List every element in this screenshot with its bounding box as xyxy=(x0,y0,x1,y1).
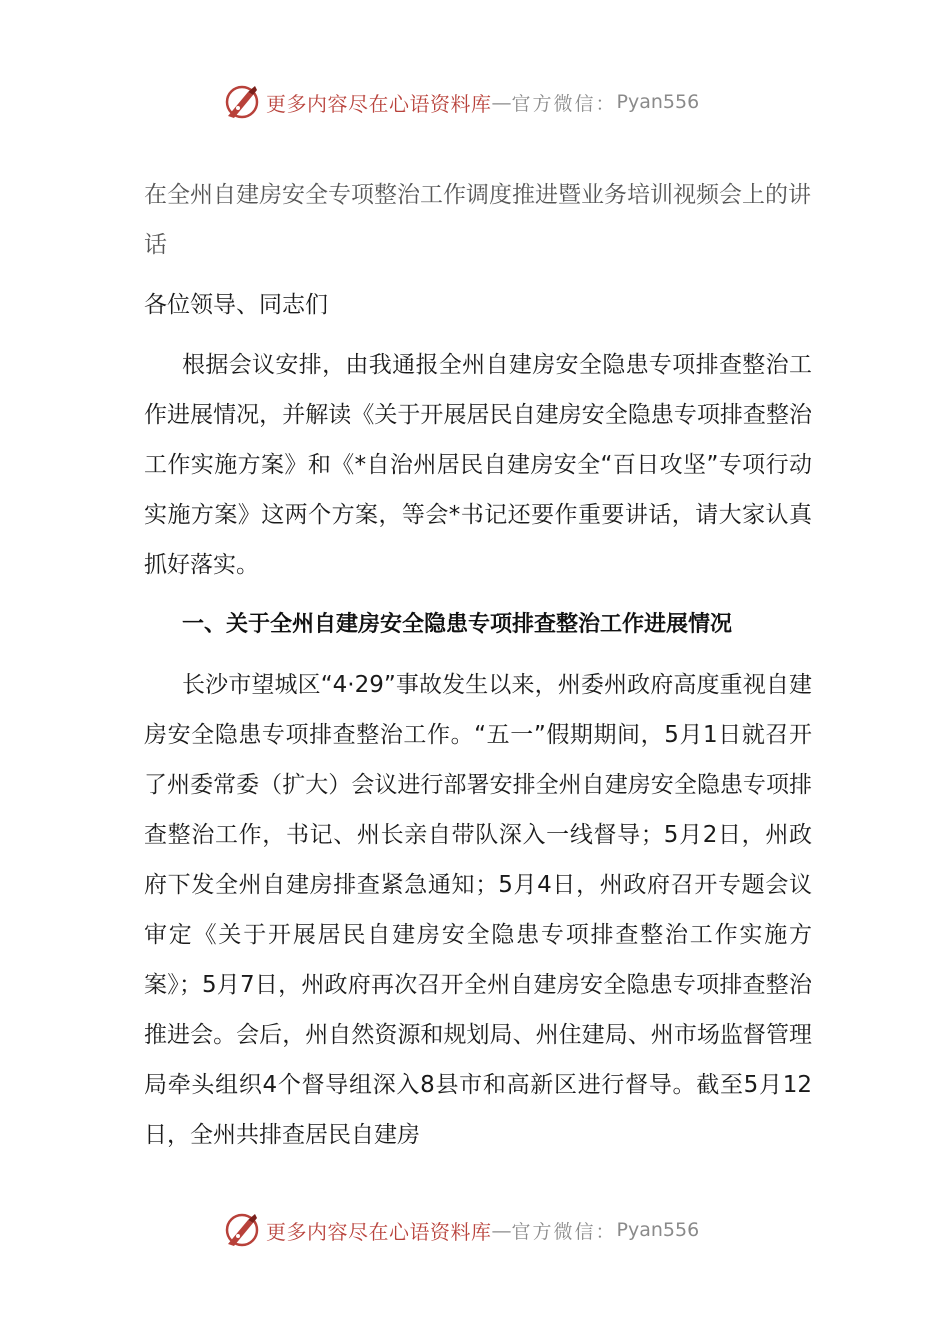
banner-wechat-label: 官方微信： xyxy=(511,1220,617,1243)
header-banner xyxy=(222,82,742,122)
pen-nib-icon xyxy=(222,82,262,122)
section-paragraph: 长沙市望城区“4·29”事故发生以来，州委州政府高度重视自建房安全隐患专项排查整治工作。“五一”假期期间，5月1日就召开了州委常委（扩大）会议进行部署安排全州自建房安全隐患专项排查整治工作，书记、州长亲自带队深入一线督导；5月2日，州政府下发全州自建房排查紧急通知；5月4日，州政府召开专题会议审定《关于开展居民自建房安全隐患专项排查整治工作实施方案》；5月7日，州政府再次召开全州自建房安全隐患专项排查整治推进会。会后，州自然资源和规划局、州住建局、州市场监督管理局牵头组织4个督导组深入8县市和高新区进行督导。截至5月12日，全州共排查居民自建房 xyxy=(144,672,812,1148)
banner-brand-text: 更多内容尽在心语资料库 xyxy=(266,1219,492,1244)
banner-wechat-id: Pyan556 xyxy=(616,91,700,113)
section-heading: 一、关于全州自建房安全隐患专项排查整治工作进展情况 xyxy=(182,612,733,637)
banner-separator: — xyxy=(491,90,512,114)
banner-wechat-id: Pyan556 xyxy=(616,1219,700,1241)
banner-separator: — xyxy=(491,1218,512,1242)
document-title: 在全州自建房安全专项整治工作调度推进暨业务培训视频会上的讲话 xyxy=(144,182,811,258)
footer-banner xyxy=(222,1210,742,1250)
intro-paragraph: 根据会议安排，由我通报全州自建房安全隐患专项排查整治工作进展情况，并解读《关于开展居民自建房安全隐患专项排查整治工作实施方案》和《*自治州居民自建房安全“百日攻坚”专项行动实施方案》这两个方案，等会*书记还要作重要讲话，请大家认真抓好落实。 xyxy=(144,352,812,578)
document-body xyxy=(144,170,812,1160)
salutation: 各位领导、同志们 xyxy=(144,292,328,318)
banner-brand-text: 更多内容尽在心语资料库 xyxy=(266,91,492,116)
banner-wechat-label: 官方微信： xyxy=(511,92,617,115)
pen-nib-icon xyxy=(222,1210,262,1250)
